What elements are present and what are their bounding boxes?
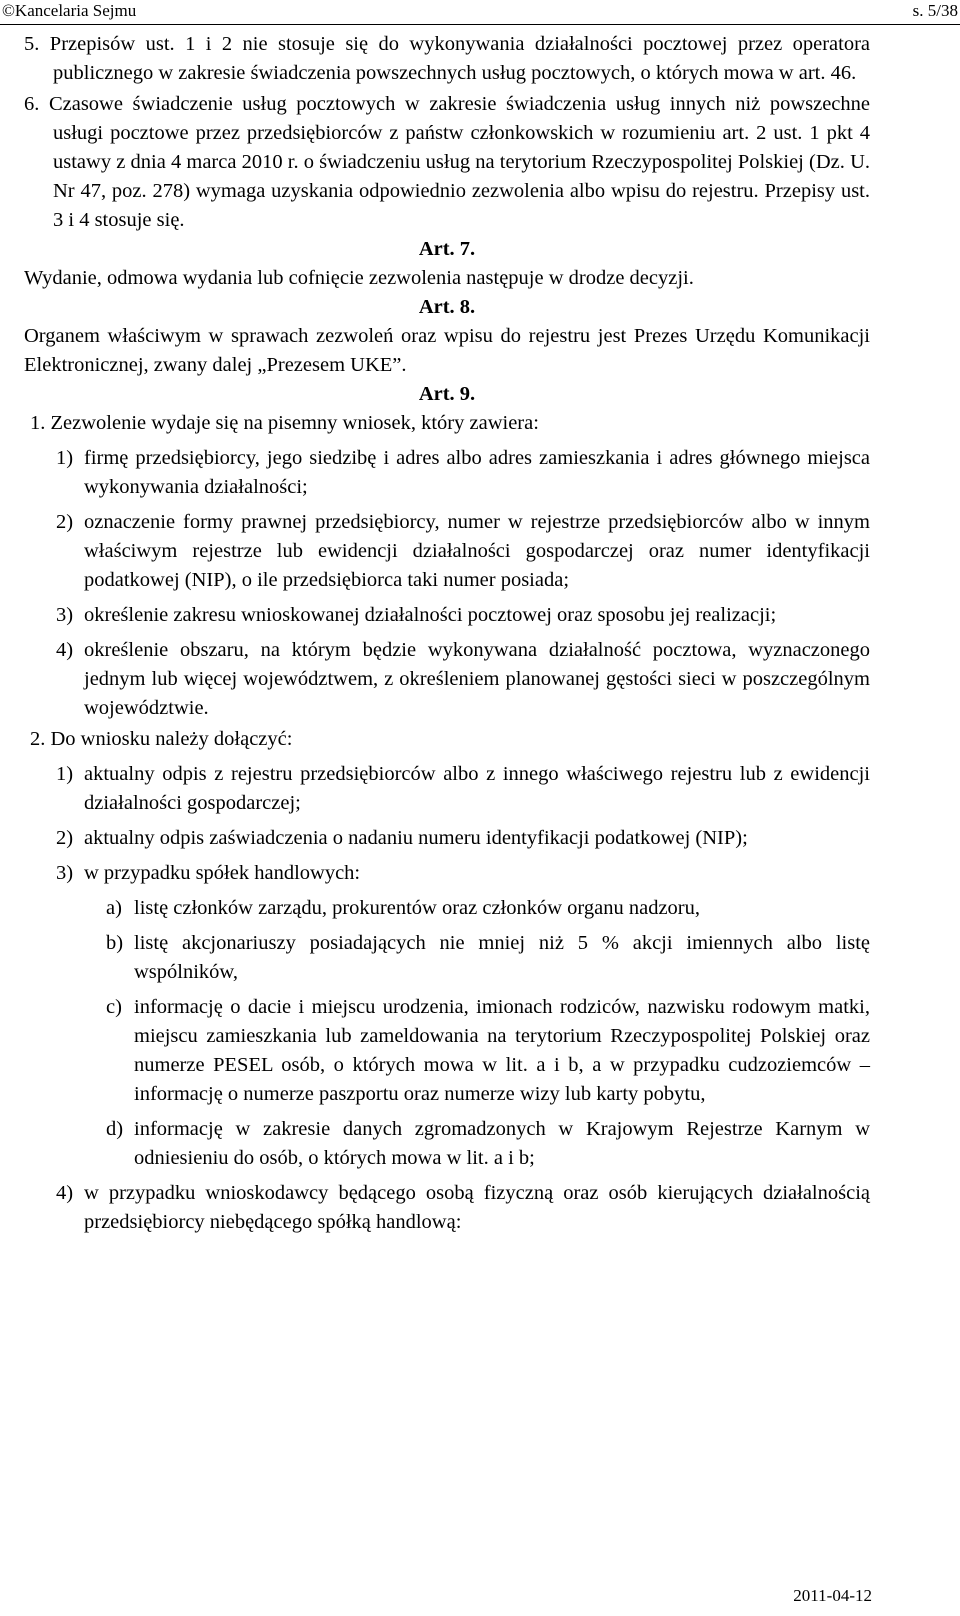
sub-list-item: a) listę członków zarządu, prokurentów oraz członków organu nadzoru,	[106, 897, 701, 919]
header-divider	[0, 24, 960, 25]
article-9-section-2: 2. Do wniosku należy dołączyć:	[30, 728, 293, 750]
footer-date: 2011-04-12	[793, 1586, 872, 1605]
list-item: 4) w przypadku wnioskodawcy będącego osobą fizyczną oraz osób kierujących działalnością przedsiębiorcy niebędącego spółką handlową:	[56, 1182, 870, 1233]
article-7-title: Art. 7.	[418, 238, 476, 260]
header-source: ©Kancelaria Sejmu	[2, 1, 137, 20]
list-item: 1) aktualny odpis z rejestru przedsiębiorców albo z innego właściwego rejestru lub z ewidencji działalności gospodarczej;	[56, 763, 870, 814]
article-7-text: Wydanie, odmowa wydania lub cofnięcie zezwolenia następuje w drodze decyzji.	[24, 267, 694, 289]
list-item: 2) aktualny odpis zaświadczenia o nadaniu numeru identyfikacji podatkowej (NIP);	[56, 827, 748, 849]
article-8-title: Art. 8.	[418, 296, 476, 318]
paragraph-5: 5. Przepisów ust. 1 i 2 nie stosuje się do wykonywania działalności pocztowej przez operatora publicznego w zakresie świadczenia powszechnych usług pocztowych, o których mowa w art. 46.	[24, 33, 870, 84]
list-item: 3) w przypadku spółek handlowych:	[56, 862, 361, 884]
article-9-section-1: 1. Zezwolenie wydaje się na pisemny wniosek, który zawiera:	[30, 412, 539, 434]
article-8-text: Organem właściwym w sprawach zezwoleń oraz wpisu do rejestru jest Prezes Urzędu Komunikacji Elektronicznej, zwany dalej „Prezesem UKE”.	[24, 325, 870, 376]
list-item: 3) określenie zakresu wnioskowanej działalności pocztowej oraz sposobu jej realizacji;	[56, 604, 777, 626]
sub-list-item: d) informację w zakresie danych zgromadzonych w Krajowym Rejestrze Karnym w odniesieniu do osób, o których mowa w lit. a i b;	[106, 1118, 870, 1169]
sub-list-item: c) informację o dacie i miejscu urodzenia, imionach rodziców, nazwisku rodowym matki, miejscu zamieszkania lub zameldowania na terytorium Rzeczypospolitej Polskiej oraz numerze PESEL osób, o których mowa w lit. a i b, a w przypadku cudzoziemców – informację o numerze paszportu oraz numerze wizy lub karty pobytu,	[106, 996, 870, 1105]
list-item: 1) firmę przedsiębiorcy, jego siedzibę i adres albo adres zamieszkania i adres głównego miejsca wykonywania działalności;	[56, 447, 870, 498]
paragraph-6: 6. Czasowe świadczenie usług pocztowych w zakresie świadczenia usług innych niż powszechne usługi pocztowe przez przedsiębiorców z państw członkowskich w rozumieniu art. 2 ust. 1 pkt 4 ustawy z dnia 4 marca 2010 r. o świadczeniu usług na terytorium Rzeczypospolitej Polskiej (Dz. U. Nr 47, poz. 278) wymaga uzyskania odpowiednio zezwolenia albo wpisu do rejestru. Przepisy ust. 3 i 4 stosuje się.	[24, 93, 870, 231]
sub-list-item: b) listę akcjonariuszy posiadających nie mniej niż 5 % akcji imiennych albo listę wspólników,	[106, 932, 870, 983]
document-body	[24, 30, 870, 1237]
article-9-title: Art. 9.	[418, 383, 476, 405]
list-item: 4) określenie obszaru, na którym będzie wykonywana działalność pocztowa, wyznaczonego jednym lub więcej województwem, z określeniem planowanej gęstości sieci w poszczególnym województwie.	[56, 639, 870, 719]
list-item: 2) oznaczenie formy prawnej przedsiębiorcy, numer w rejestrze przedsiębiorców albo w innym właściwym rejestrze lub ewidencji działalności gospodarczej oraz numer identyfikacji podatkowej (NIP), o ile przedsiębiorca taki numer posiada;	[56, 511, 870, 591]
header-page-number: s. 5/38	[912, 1, 958, 20]
